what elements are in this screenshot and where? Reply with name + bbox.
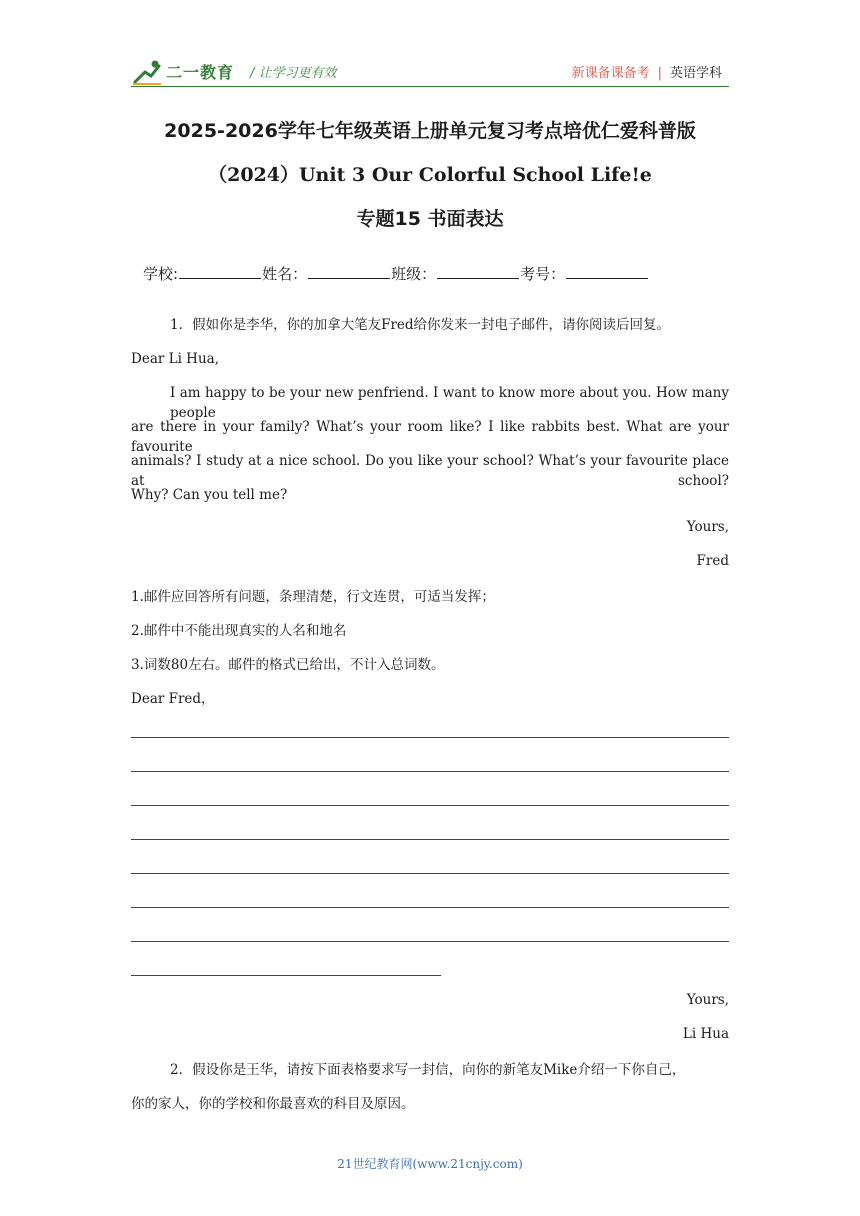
writing-line[interactable]	[131, 839, 729, 840]
letter-line: Why? Can you tell me?	[131, 487, 288, 503]
header-subject	[572, 62, 722, 81]
writing-line[interactable]	[131, 975, 441, 976]
writing-line[interactable]	[131, 771, 729, 772]
school-label: 学校:	[143, 265, 179, 283]
logo-text: 二一教育	[166, 63, 235, 82]
writing-line[interactable]	[131, 737, 729, 738]
reply-greeting: Dear Fred，	[131, 691, 215, 707]
letter-line: I am happy to be your new penfriend. I want to know more about you. How many people	[170, 385, 729, 421]
page-title: 2025-2026学年七年级英语上册单元复习考点培优仁爱科普版	[164, 120, 696, 142]
page-subtitle: （2024）Unit 3 Our Colorful School Life!e	[208, 164, 652, 186]
class-label: 班级：	[391, 265, 437, 283]
header-label-subject: 英语学科	[669, 66, 722, 81]
writing-line[interactable]	[131, 941, 729, 942]
number-label: 考号：	[520, 265, 566, 283]
question1-prompt: 1．假如你是李华，你的加拿大笔友Fred给你发来一封电子邮件，请你阅读后回复。	[170, 317, 671, 333]
header-separator: |	[657, 66, 662, 81]
requirement-item: 1.邮件应回答所有问题，条理清楚，行文连贯，可适当发挥；	[131, 589, 495, 605]
name-blank[interactable]	[308, 264, 390, 279]
requirement-item: 2.邮件中不能出现真实的人名和地名	[131, 623, 347, 639]
letter-signature: Fred	[696, 553, 729, 569]
student-info-row	[143, 263, 649, 284]
header-divider	[131, 86, 729, 87]
name-label: 姓名：	[262, 265, 308, 283]
question2-prompt: 2．假设你是王华，请按下面表格要求写一封信，向你的新笔友Mike介绍一下你自己，	[170, 1062, 686, 1078]
reply-closing: Yours,	[686, 992, 729, 1008]
letter-closing: Yours,	[686, 519, 729, 535]
footer-text: 21世纪教育网(www.21cnjy.com)	[337, 1157, 523, 1171]
school-blank[interactable]	[179, 264, 261, 279]
topic-title: 专题15 书面表达	[356, 208, 504, 230]
letter-line: are there in your family? What’s your room like? I like rabbits best. What are your favourite	[131, 419, 729, 455]
letter-greeting: Dear Li Hua,	[131, 351, 219, 367]
class-blank[interactable]	[437, 264, 519, 279]
question2-prompt-cont: 你的家人，你的学校和你最喜欢的科目及原因。	[131, 1096, 415, 1112]
number-blank[interactable]	[566, 264, 648, 279]
letter-line: animals? I study at a nice school. Do you like your school? What’s your favourite place at school?	[131, 453, 729, 489]
writing-line[interactable]	[131, 907, 729, 908]
writing-line[interactable]	[131, 873, 729, 874]
header-label-course: 新课备课备考	[571, 66, 650, 81]
writing-line[interactable]	[131, 805, 729, 806]
reply-signature: Li Hua	[682, 1026, 729, 1042]
slogan: / 让学习更有效	[250, 66, 337, 81]
requirement-item: 3.词数80左右。邮件的格式已给出，不计入总词数。	[131, 657, 445, 673]
